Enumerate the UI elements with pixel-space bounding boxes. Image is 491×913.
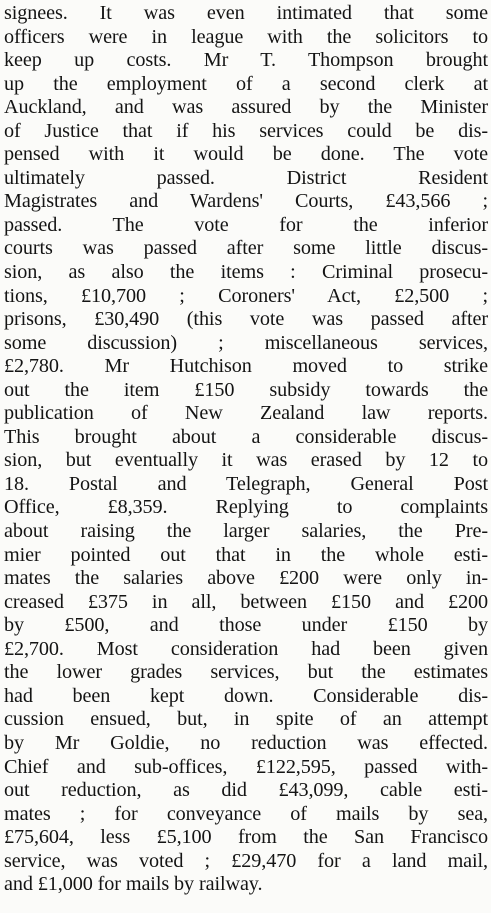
article-line-31: cussion ensued, but, in spite of an attempt (4, 708, 488, 731)
article-line-33: Chief and sub-offices, £122,595, passed with- (4, 755, 488, 778)
article-line-20: sion, but eventually it was erased by 12 to (4, 449, 488, 472)
article-line-2: officers were in league with the solicitors to (4, 25, 488, 48)
article-line-34: out reduction, as did £43,099, cable esti- (4, 779, 488, 802)
article-line-25: mates the salaries above £200 were only in- (4, 567, 488, 590)
article-line-9: Magistrates and Wardens' Courts, £43,566 ; (4, 190, 488, 213)
article-line-28: £2,700. Most consideration had been given (4, 637, 488, 660)
article-line-29: the lower grades services, but the estimates (4, 661, 488, 684)
article-line-4: up the employment of a second clerk at (4, 72, 488, 95)
article-column (4, 2, 488, 897)
article-line-1: signees. It was even intimated that some (4, 2, 488, 24)
article-line-24: mier pointed out that in the whole esti- (4, 543, 488, 566)
article-line-10: passed. The vote for the inferior (4, 213, 488, 236)
article-line-7: pensed with it would be done. The vote (4, 143, 488, 166)
article-line-36: £75,604, less £5,100 from the San Francisco (4, 826, 488, 849)
article-line-27: by £500, and those under £150 by (4, 614, 488, 637)
article-line-21: 18. Postal and Telegraph, General Post (4, 472, 488, 495)
article-line-12: sion, as also the items : Criminal prosecu- (4, 261, 488, 284)
article-line-5: Auckland, and was assured by the Minister (4, 96, 488, 119)
article-line-3: keep up costs. Mr T. Thompson brought (4, 49, 488, 72)
article-line-16: £2,780. Mr Hutchison moved to strike (4, 355, 488, 378)
article-line-15: some discussion) ; miscellaneous services, (4, 331, 488, 354)
article-line-18: publication of New Zealand law reports. (4, 402, 488, 425)
article-line-30: had been kept down. Considerable dis- (4, 684, 488, 707)
article-line-32: by Mr Goldie, no reduction was effected. (4, 731, 488, 754)
article-line-23: about raising the larger salaries, the Pre- (4, 520, 488, 543)
article-line-8: ultimately passed. District Resident (4, 166, 488, 189)
article-line-13: tions, £10,700 ; Coroners' Act, £2,500 ; (4, 284, 488, 307)
article-line-35: mates ; for conveyance of mails by sea, (4, 802, 488, 825)
article-line-14: prisons, £30,490 (this vote was passed after (4, 308, 488, 331)
article-line-19: This brought about a considerable discus- (4, 425, 488, 448)
article-line-26: creased £375 in all, between £150 and £200 (4, 590, 488, 613)
article-line-38: and £1,000 for mails by railway. (4, 873, 263, 896)
article-line-6: of Justice that if his services could be dis- (4, 119, 488, 142)
article-line-22: Office, £8,359. Replying to complaints (4, 496, 488, 519)
article-line-17: out the item £150 subsidy towards the (4, 378, 488, 401)
article-line-11: courts was passed after some little discus- (4, 237, 488, 260)
article-line-37: service, was voted ; £29,470 for a land mail, (4, 849, 488, 872)
